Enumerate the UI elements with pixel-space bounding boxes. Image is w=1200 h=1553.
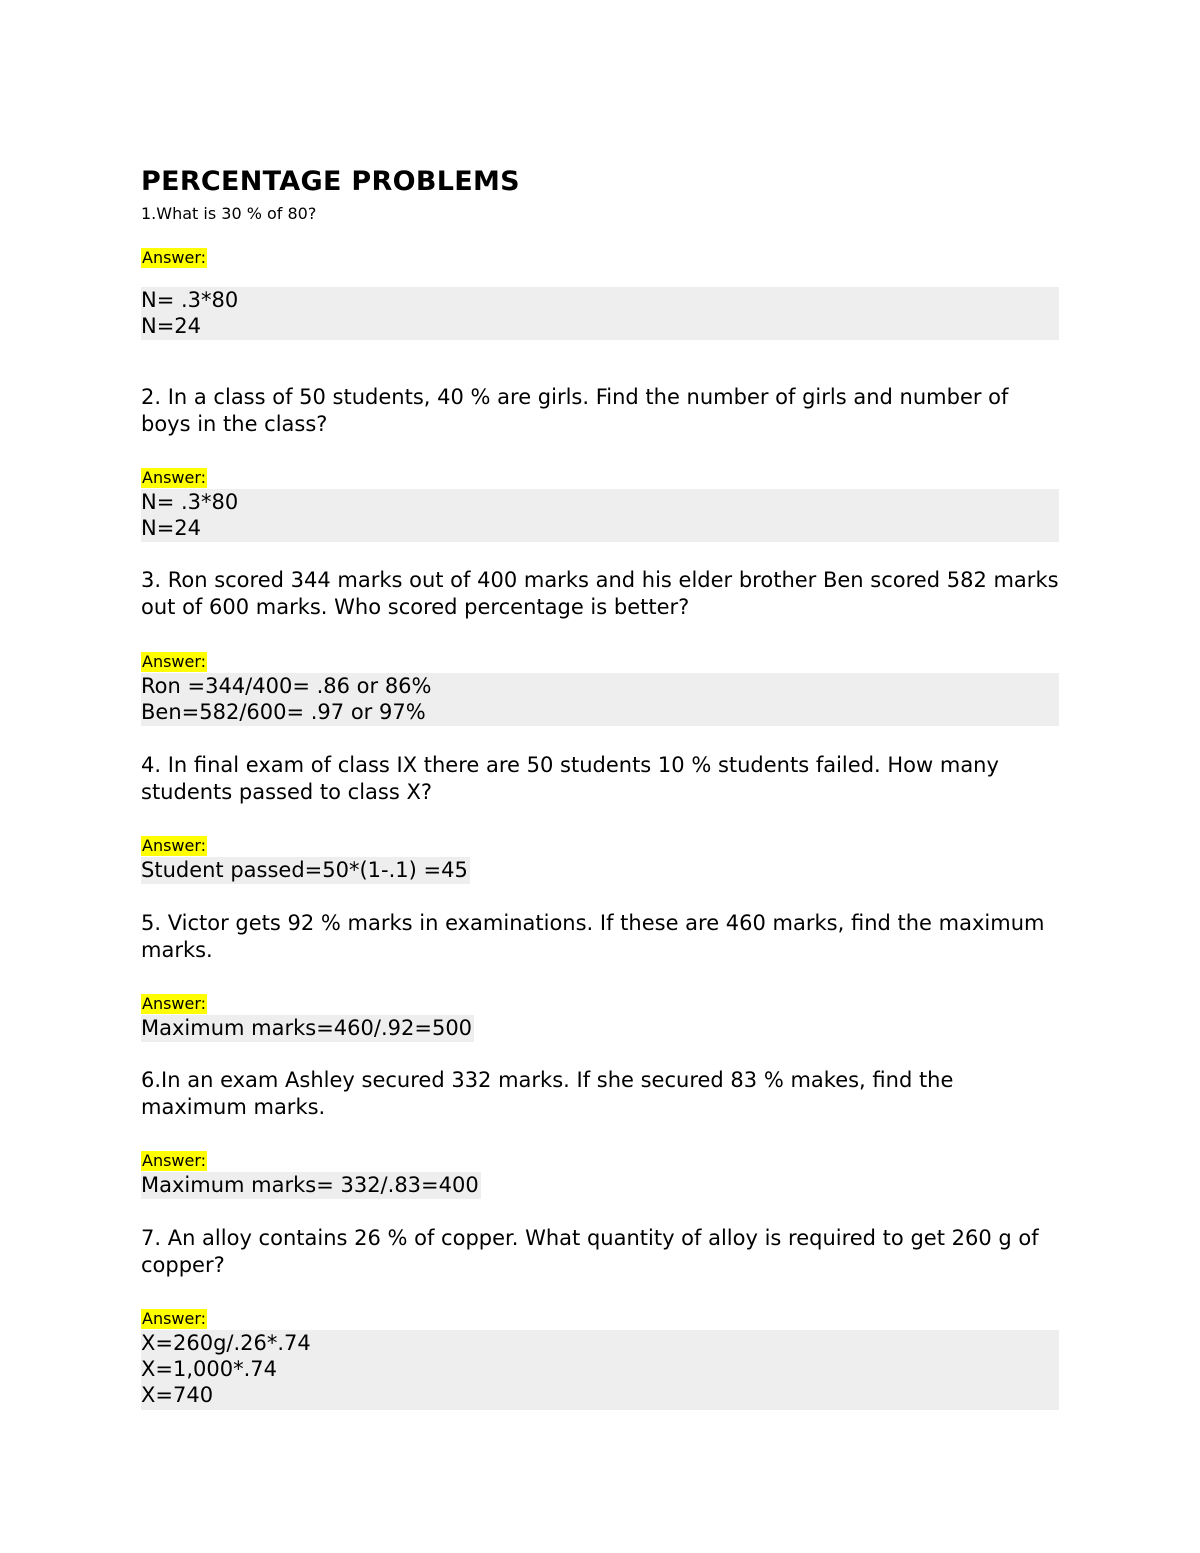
answer-line: X=260g/.26*.74 [141, 1331, 311, 1355]
question-6: 6.In an exam Ashley secured 332 marks. If she secured 83 % makes, find the maximum marks. [141, 1068, 954, 1119]
page-title: PERCENTAGE PROBLEMS [141, 166, 520, 197]
question-5: 5. Victor gets 92 % marks in examinations. If these are 460 marks, find the maximum marks. [141, 911, 1045, 962]
answer-label-2: Answer: [142, 468, 207, 487]
answer-line: N= .3*80 [141, 490, 239, 514]
question-1: 1.What is 30 % of 80? [141, 204, 317, 223]
answer-line: Maximum marks= 332/.83=400 [141, 1173, 479, 1197]
answer-line: X=740 [141, 1383, 214, 1407]
answer-line: N= .3*80 [141, 288, 239, 312]
answer-line: Student passed=50*(1-.1) =45 [141, 858, 468, 882]
answer-block-5 [141, 1015, 474, 1042]
answer-block-7 [141, 1330, 1059, 1410]
question-2: 2. In a class of 50 students, 40 % are girls. Find the number of girls and number of boys in the class? [141, 385, 1009, 436]
answer-block-4 [141, 857, 470, 884]
answer-block-3 [141, 673, 1059, 726]
question-4: 4. In final exam of class IX there are 50 students 10 % students failed. How many students passed to class X? [141, 753, 999, 804]
answer-line: X=1,000*.74 [141, 1357, 277, 1381]
answer-line: Ben=582/600= .97 or 97% [141, 700, 426, 724]
answer-line: Ron =344/400= .86 or 86% [141, 674, 432, 698]
answer-label-7: Answer: [142, 1309, 207, 1328]
answer-block-6 [141, 1172, 481, 1199]
answer-label-6: Answer: [142, 1151, 207, 1170]
answer-line: N=24 [141, 314, 202, 338]
question-3: 3. Ron scored 344 marks out of 400 marks and his elder brother Ben scored 582 marks out of 600 marks. Who scored percentage is better? [141, 568, 1059, 619]
answer-block-2 [141, 489, 1059, 542]
answer-line: Maximum marks=460/.92=500 [141, 1016, 473, 1040]
answer-line: N=24 [141, 516, 202, 540]
answer-label-1: Answer: [142, 248, 207, 267]
answer-label-3: Answer: [142, 652, 207, 671]
answer-label-4: Answer: [142, 836, 207, 855]
answer-block-1 [141, 287, 1059, 340]
question-7: 7. An alloy contains 26 % of copper. What quantity of alloy is required to get 260 g of copper? [141, 1226, 1039, 1277]
answer-label-5: Answer: [142, 994, 207, 1013]
